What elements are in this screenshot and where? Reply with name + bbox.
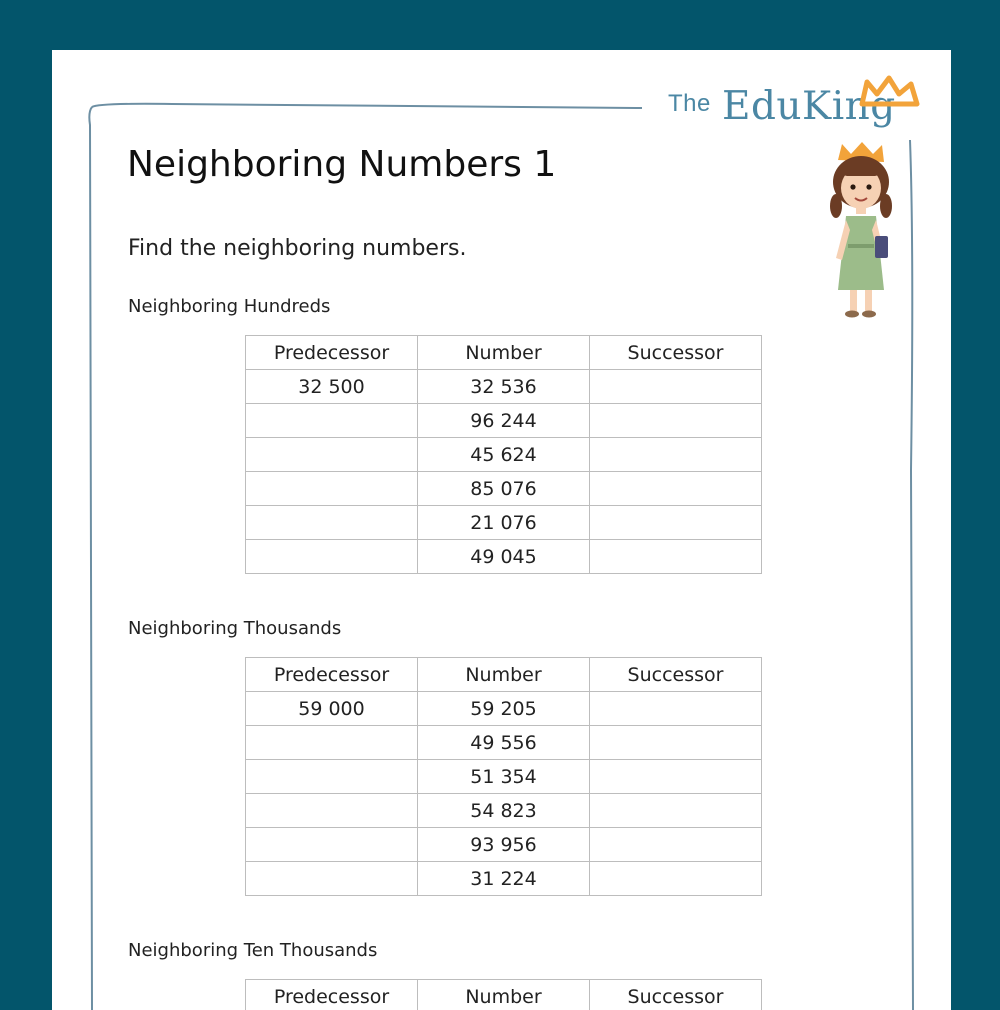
column-header-number: Number — [418, 980, 590, 1010]
successor-cell[interactable] — [590, 404, 762, 438]
ten-thousands-table — [245, 979, 762, 1010]
column-header-number: Number — [418, 658, 590, 692]
girl-illustration-icon — [818, 140, 916, 330]
number-cell: 49 556 — [418, 726, 590, 760]
table-row — [246, 472, 762, 506]
number-cell: 49 045 — [418, 540, 590, 574]
number-cell: 32 536 — [418, 370, 590, 404]
table-header-row — [246, 658, 762, 692]
table-row — [246, 370, 762, 404]
table-row — [246, 828, 762, 862]
number-cell: 93 956 — [418, 828, 590, 862]
brand-prefix: The — [668, 90, 711, 118]
successor-cell[interactable] — [590, 472, 762, 506]
predecessor-cell[interactable] — [246, 404, 418, 438]
table-header-row — [246, 336, 762, 370]
table-row — [246, 404, 762, 438]
column-header-successor: Successor — [590, 336, 762, 370]
successor-cell[interactable] — [590, 726, 762, 760]
thousands-table — [245, 657, 762, 896]
table-row — [246, 862, 762, 896]
successor-cell[interactable] — [590, 692, 762, 726]
predecessor-cell[interactable] — [246, 540, 418, 574]
number-cell: 85 076 — [418, 472, 590, 506]
crown-icon — [859, 74, 921, 108]
successor-cell[interactable] — [590, 760, 762, 794]
predecessor-cell[interactable] — [246, 506, 418, 540]
column-header-number: Number — [418, 336, 590, 370]
number-cell: 45 624 — [418, 438, 590, 472]
section-label-hundreds: Neighboring Hundreds — [128, 296, 330, 317]
predecessor-cell[interactable]: 59 000 — [246, 692, 418, 726]
table-row — [246, 726, 762, 760]
table-row — [246, 540, 762, 574]
successor-cell[interactable] — [590, 540, 762, 574]
worksheet-title: Neighboring Numbers 1 — [127, 144, 556, 185]
hundreds-table — [245, 335, 762, 574]
predecessor-cell[interactable]: 32 500 — [246, 370, 418, 404]
number-cell: 54 823 — [418, 794, 590, 828]
table-row — [246, 692, 762, 726]
predecessor-cell[interactable] — [246, 828, 418, 862]
column-header-predecessor: Predecessor — [246, 658, 418, 692]
successor-cell[interactable] — [590, 828, 762, 862]
predecessor-cell[interactable] — [246, 862, 418, 896]
successor-cell[interactable] — [590, 370, 762, 404]
number-cell: 59 205 — [418, 692, 590, 726]
column-header-successor: Successor — [590, 658, 762, 692]
column-header-predecessor: Predecessor — [246, 336, 418, 370]
predecessor-cell[interactable] — [246, 794, 418, 828]
table-row — [246, 794, 762, 828]
number-cell: 51 354 — [418, 760, 590, 794]
table-row — [246, 760, 762, 794]
number-cell: 96 244 — [418, 404, 590, 438]
worksheet-page — [52, 50, 951, 1010]
predecessor-cell[interactable] — [246, 726, 418, 760]
table-row — [246, 506, 762, 540]
column-header-successor: Successor — [590, 980, 762, 1010]
successor-cell[interactable] — [590, 438, 762, 472]
predecessor-cell[interactable] — [246, 438, 418, 472]
predecessor-cell[interactable] — [246, 760, 418, 794]
table-header-row — [246, 980, 762, 1010]
brand-name: EduKing — [722, 84, 896, 129]
table-row — [246, 438, 762, 472]
successor-cell[interactable] — [590, 862, 762, 896]
predecessor-cell[interactable] — [246, 472, 418, 506]
column-header-predecessor: Predecessor — [246, 980, 418, 1010]
section-label-thousands: Neighboring Thousands — [128, 618, 341, 639]
number-cell: 31 224 — [418, 862, 590, 896]
successor-cell[interactable] — [590, 506, 762, 540]
number-cell: 21 076 — [418, 506, 590, 540]
instruction-text: Find the neighboring numbers. — [128, 236, 466, 261]
section-label-ten-thousands: Neighboring Ten Thousands — [128, 940, 377, 961]
successor-cell[interactable] — [590, 794, 762, 828]
